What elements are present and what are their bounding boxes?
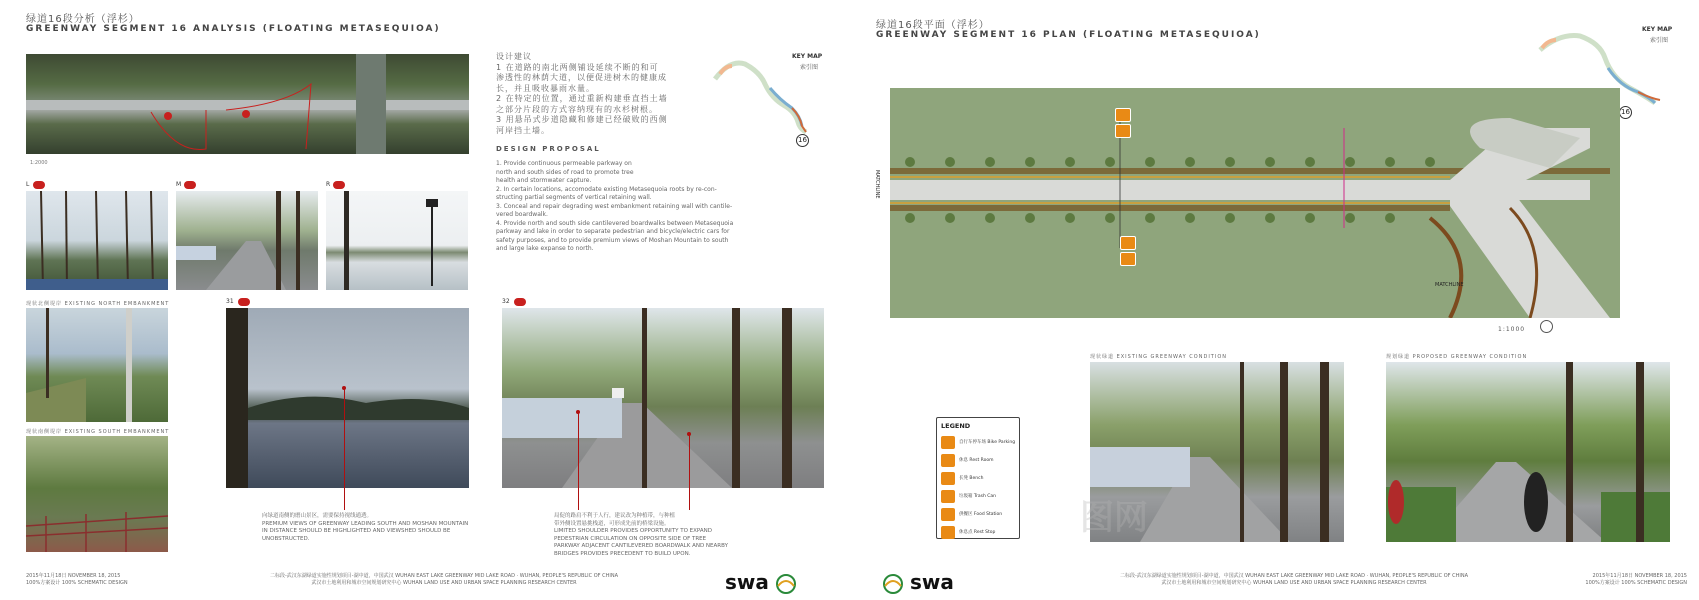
view-31-marker <box>238 298 250 306</box>
right-title-cn: 绿道16段平面（浮杉） <box>876 20 990 31</box>
south-embankment-caption: 现状南侧堤岸 EXISTING SOUTH EMBANKMENT <box>26 429 170 435</box>
plan-amenity-icon-4 <box>1120 252 1136 266</box>
right-swa-logo: swa <box>910 570 954 594</box>
view-31-callout-line <box>344 388 345 510</box>
right-keymap-title: KEY MAP <box>1642 26 1673 33</box>
marker-r <box>333 181 345 189</box>
north-embankment-caption: 现状北侧堤岸 EXISTING NORTH EMBANKMENT <box>26 301 170 307</box>
left-aerial-scale: 1:2000 <box>30 160 48 166</box>
view-32-note: 局促的路肩不利于人行，建议改为种植带，与种植 带外侧设置悬挑栈道，可形成先前的桥梁设施。 LIMITED SHOULDER PROVIDES OPPORTUNITY TO EXPAND PEDESTRIAN CIRCULATION ON OPPOSITE SIDE OF TREE PARKWAY ADJACENT CANTILEVERED BOARDWALK AND NEARBY BRIDGES PROVIDES PRECEDENT TO BUILD UPON. <box>554 513 728 557</box>
left-page <box>0 0 849 600</box>
view-32-callout-dot-b <box>687 432 691 436</box>
view-32-marker <box>514 298 526 306</box>
left-footer-date: 2015年11月18日 NOVEMBER 18, 2015 100%方案设计 100% SCHEMATIC DESIGN <box>26 573 128 586</box>
bench-icon <box>941 472 955 485</box>
photo-south-embankment <box>26 436 168 552</box>
legend-item: 长凳 Bench <box>941 469 1015 487</box>
view-32-callout-line-b <box>689 434 690 510</box>
food-station-icon <box>941 508 955 521</box>
legend-item: 休息点 Rest Stop <box>941 523 1015 541</box>
design-cn-heading: 设计建议 <box>496 52 532 61</box>
matchline-left: MATCHLINE <box>874 170 880 199</box>
photo-label-l: L <box>26 181 30 188</box>
left-partner-logo-icon <box>772 572 800 594</box>
plan-scale: 1:1000 <box>1498 326 1526 333</box>
plan-amenity-icon-2 <box>1115 124 1131 138</box>
right-title-en: GREENWAY SEGMENT 16 PLAN (FLOATING METASEQUIOA) <box>876 30 1261 40</box>
aerial-overlay <box>26 54 469 154</box>
north-arrow-icon <box>1540 320 1553 333</box>
view-31-note: 向绿道南侧的磨山景区，需要保持视线通透。 PREMIUM VIEWS OF GREENWAY LEADING SOUTH AND MOSHAN MOUNTAIN IN DISTANCE SHOULD BE HIGHLIGHTED AND VIEWSHED SHOULD BE UNOBSTRUCTED. <box>262 513 469 542</box>
rest-room-icon <box>941 454 955 467</box>
left-keymap-title: KEY MAP <box>792 53 823 60</box>
view-31-callout-dot <box>342 386 346 390</box>
design-en-heading: DESIGN PROPOSAL <box>496 145 601 153</box>
plan-amenity-icon-3 <box>1120 236 1136 250</box>
photo-m <box>176 191 318 290</box>
design-cn-block: 设计建议 1 在道路的南北两侧铺设延续不断的和可 渗透性的林荫大道，以便促进树木的健康成 长，并且吸收暴雨水量。 2 在特定的位置，通过重新构建垂直挡土墙 之部分片段的方式容纳现有的水杉树根。 3 用悬吊式步道隐藏和修建已经破败的西侧 河岸挡土墙。 <box>496 52 736 136</box>
photo-label-m: M <box>176 181 182 188</box>
proposed-caption: 规划绿道 PROPOSED GREENWAY CONDITION <box>1386 354 1528 360</box>
left-aerial-photo <box>26 54 469 154</box>
view-32-label: 32 <box>502 298 510 305</box>
matchline-right: MATCHLINE <box>1435 282 1464 288</box>
watermark-text: 图网 <box>1080 498 1148 538</box>
left-title-cn: 绿道16段分析（浮杉） <box>26 14 140 25</box>
left-swa-logo: swa <box>725 570 769 594</box>
left-keymap-sub: 索引图 <box>800 64 819 71</box>
left-footer-project: 二标段-武汉东湖绿道实施性规划项目-湖中道，中国武汉 WUHAN EAST LAKE GREENWAY MID LAKE ROAD · WUHAN, PEOPLE'S REPUBLIC OF CHINA 武汉市土地利用和城市空间规划研究中心 WUHAN LAND USE AND URBAN SPACE PLANNING RESEARCH CENTER <box>269 573 619 586</box>
site-plan-drawing <box>890 88 1620 318</box>
left-title-en: GREENWAY SEGMENT 16 ANALYSIS (FLOATING METASEQUIOA) <box>26 24 441 34</box>
site-plan <box>890 88 1620 318</box>
plan-amenity-icon-1 <box>1115 108 1131 122</box>
right-keymap-number: 16 <box>1619 106 1632 119</box>
photo-proposed <box>1386 362 1670 542</box>
marker-m <box>184 181 196 189</box>
right-footer-project: 二标段-武汉东湖绿道实施性规划项目-湖中道，中国武汉 WUHAN EAST LAKE GREENWAY MID LAKE ROAD · WUHAN, PEOPLE'S REPUBLIC OF CHINA 武汉市土地利用和城市空间规划研究中心 WUHAN LAND USE AND URBAN SPACE PLANNING RESEARCH CENTER <box>1119 573 1469 586</box>
view-31-label: 31 <box>226 298 234 305</box>
right-partner-logo-icon <box>880 572 906 594</box>
view-32-callout-line-a <box>578 412 579 510</box>
legend-item: 垃圾箱 Trash Can <box>941 487 1015 505</box>
photo-r <box>326 191 468 290</box>
legend-item: 休息 Rest Room <box>941 451 1015 469</box>
right-keymap-sub: 索引图 <box>1650 37 1669 44</box>
legend-item: 自行车停车场 Bike Parking <box>941 433 1015 451</box>
marker-l <box>33 181 45 189</box>
existing-caption: 现状绿道 EXISTING GREENWAY CONDITION <box>1090 354 1228 360</box>
view-32-callout-dot-a <box>576 410 580 414</box>
legend <box>936 417 1020 539</box>
photo-label-r: R <box>326 181 331 188</box>
right-page <box>850 0 1699 600</box>
trash-can-icon <box>941 490 955 503</box>
design-en-block: 1. Provide continuous permeable parkway on north and south sides of road to promote tree health and stormwater capture. 2. In certain locations, accomodate existing Metasequoia roots by re-con- structing partial segments of vertical retaining wall. 3. Conceal and repair degrading west embankment retaining wall with cantile- vered boardwalk. 4. Provide north and south side cantilevered boardwalks between Metasequoia parkway and lake in order to separate pedestrian and bicycle/electric cars for safety purposes, and to provide premium views of Moshan Mountain to south and large lake expanse to north. <box>496 160 734 252</box>
photo-31 <box>226 308 469 488</box>
right-footer-date: 2015年11月18日 NOVEMBER 18, 2015 100%方案设计 100% SCHEMATIC DESIGN <box>1585 573 1687 586</box>
left-keymap-number: 16 <box>796 134 809 147</box>
legend-title: LEGEND <box>941 422 971 430</box>
photo-32 <box>502 308 824 488</box>
photo-north-embankment <box>26 308 168 422</box>
bike-parking-icon <box>941 436 955 449</box>
photo-l <box>26 191 168 290</box>
legend-item: 供餐区 Food Station <box>941 505 1015 523</box>
rest-stop-icon <box>941 526 955 539</box>
